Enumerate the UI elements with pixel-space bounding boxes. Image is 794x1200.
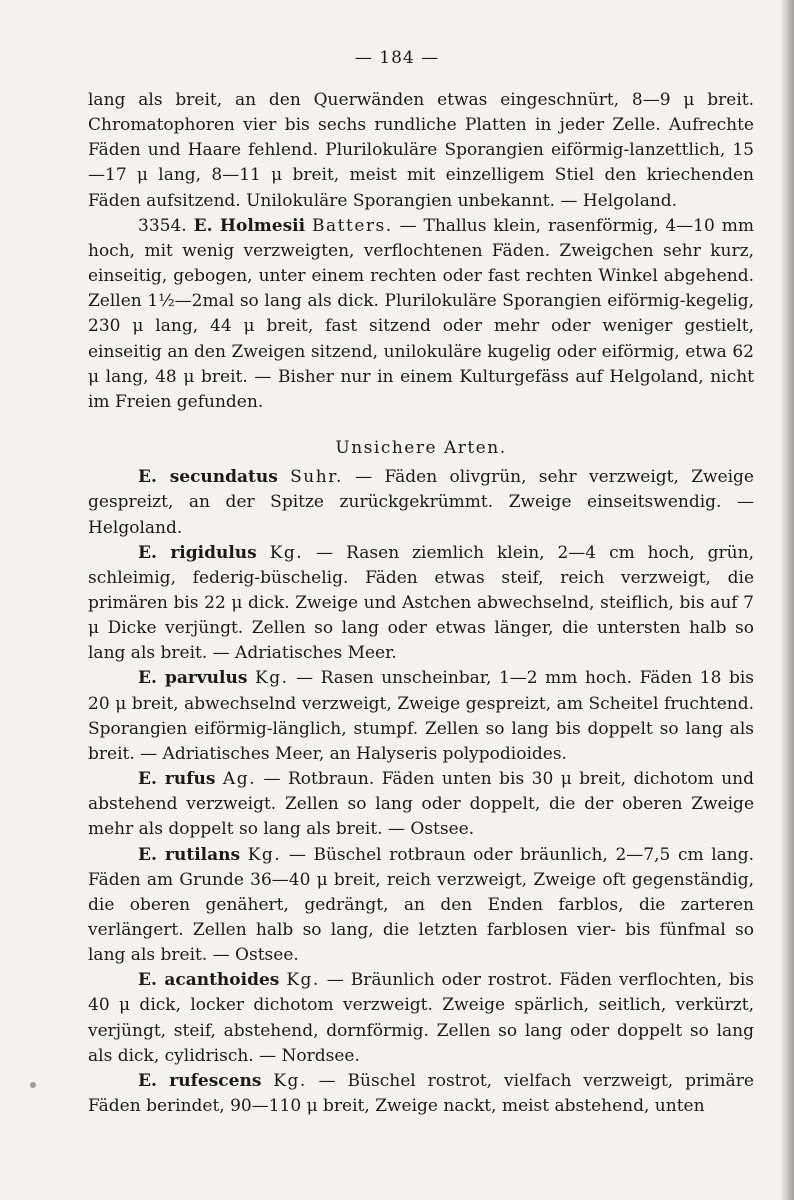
species-name: E. rufus: [138, 769, 216, 790]
species-entry: [88, 843, 754, 969]
species-entry-holmesii: [88, 214, 754, 415]
species-description: — Thallus klein, rasenförmig, 4—10 mm hoch, mit wenig verzweigten, verflochtenen Fäden. Zweigchen sehr kurz, einseitig, gebogen, unter einem rechten oder fast rechten Winkel abgehend. Zellen 1½—2mal so lang als dick. Plurilokuläre Sporangien eiförmig-kegelig, 230 μ lang, 44 μ breit, fast sitzend oder mehr oder weniger gestielt, einseitig an den Zweigen sitzend, unilokuläre kugelig oder eiförmig, etwa 62 μ lang, 48 μ breit. — Bisher nur in einem Kulturgefäss auf Helgoland, nicht im Freien gefunden.: [88, 215, 754, 412]
species-name: E. parvulus: [138, 668, 248, 689]
species-author: Batters.: [312, 215, 393, 236]
page-number: — 184 —: [354, 48, 440, 68]
species-author: Kg.: [269, 542, 304, 563]
species-name: E. secundatus: [138, 467, 278, 488]
species-name: E. acanthoides: [138, 970, 280, 991]
species-entry: [88, 767, 754, 842]
species-name: E. rigidulus: [138, 542, 257, 563]
species-entry: [88, 1069, 754, 1119]
species-description: — Fäden olivgrün, sehr verzweigt, Zweige gespreizt, an der Spitze zurückgekrümmt. Zweige einseitswendig. — Helgoland.: [88, 467, 754, 538]
section-heading: Unsichere Arten.: [335, 438, 507, 459]
species-description: — Rotbraun. Fäden unten bis 30 μ breit, dichotom und abstehend verzweigt. Zellen so lang oder doppelt, die der oberen Zweige mehr als doppelt so lang als breit. — Ostsee.: [88, 769, 754, 840]
species-author: Kg.: [273, 1070, 307, 1091]
species-entry: [88, 666, 754, 767]
species-description: — Büschel rotbraun oder bräunlich, 2—7,5 cm lang. Fäden am Grunde 36—40 μ breit, reich verzweigt, Zweige oft gegenständig, die oberen genähert, gedrängt, an den Enden farblos, die zarteren verlängert. Zellen halb so lang, die letzten farblosen vier- bis fünfmal so lang als breit. — Ostsee.: [88, 844, 755, 966]
scan-speck: [30, 1082, 36, 1088]
species-name: E. Holmesii: [193, 215, 306, 236]
species-description: — Bräunlich oder rostrot. Fäden verflochten, bis 40 μ dick, locker dichotom verzweigt. Zweige spärlich, seitlich, verkürzt, verjüngt, steif, abstehend, dornförmig. Zellen so lang oder doppelt so lang als dick, cylidrisch. — Nordsee.: [88, 970, 755, 1066]
species-author: Kg.: [255, 668, 289, 689]
species-author: Kg.: [247, 844, 282, 865]
species-description: — Rasen ziemlich klein, 2—4 cm hoch, grün, schleimig, federig-büschelig. Fäden etwas steif, reich verzweigt, die primären bis 22 μ dick. Zweige und Astchen abwechselnd, steiflich, bis auf 7 μ Dicke verjüngt. Zellen so lang oder etwas länger, die untersten halb so lang als breit. — Adriatisches Meer.: [88, 542, 754, 664]
page-edge-shadow: [780, 0, 794, 1200]
species-entry: [88, 465, 754, 540]
species-author: Ag.: [222, 769, 256, 790]
species-entry: [88, 968, 754, 1069]
species-description: — Rasen unscheinbar, 1—2 mm hoch. Fäden 18 bis 20 μ breit, abwechselnd verzweigt, Zweige gespreizt, am Scheitel fruchtend. Sporangien eiförmig-länglich, stumpf. Zellen so lang bis doppelt so lang als breit. — Adriatisches Meer, an Halyseris polypodioides.: [88, 668, 755, 764]
species-description: — Büschel rostrot, vielfach verzweigt, primäre Fäden berindet, 90—110 μ breit, Zweige nackt, meist abstehend, unten: [88, 1070, 754, 1117]
species-entry: [88, 541, 754, 667]
species-author: Suhr.: [290, 467, 343, 488]
species-author: Kg.: [286, 970, 320, 991]
intro-paragraph: lang als breit, an den Querwänden etwas eingeschnürt, 8—9 μ breit. Chromatophoren vier bis sechs rundliche Platten in jeder Zelle. Aufrechte Fäden und Haare fehlend. Plurilokuläre Sporangien eiförmig-lanzettlich, 15—17 μ lang, 8—11 μ breit, meist mit einzelligem Stiel den kriechenden Fäden aufsitzend. Unilokuläre Sporangien unbekannt. — Helgoland.: [88, 90, 754, 211]
species-name: E. rutilans: [138, 844, 241, 865]
species-number: 3354.: [138, 215, 187, 236]
species-name: E. rufescens: [138, 1070, 262, 1091]
page-body: [88, 88, 754, 1119]
